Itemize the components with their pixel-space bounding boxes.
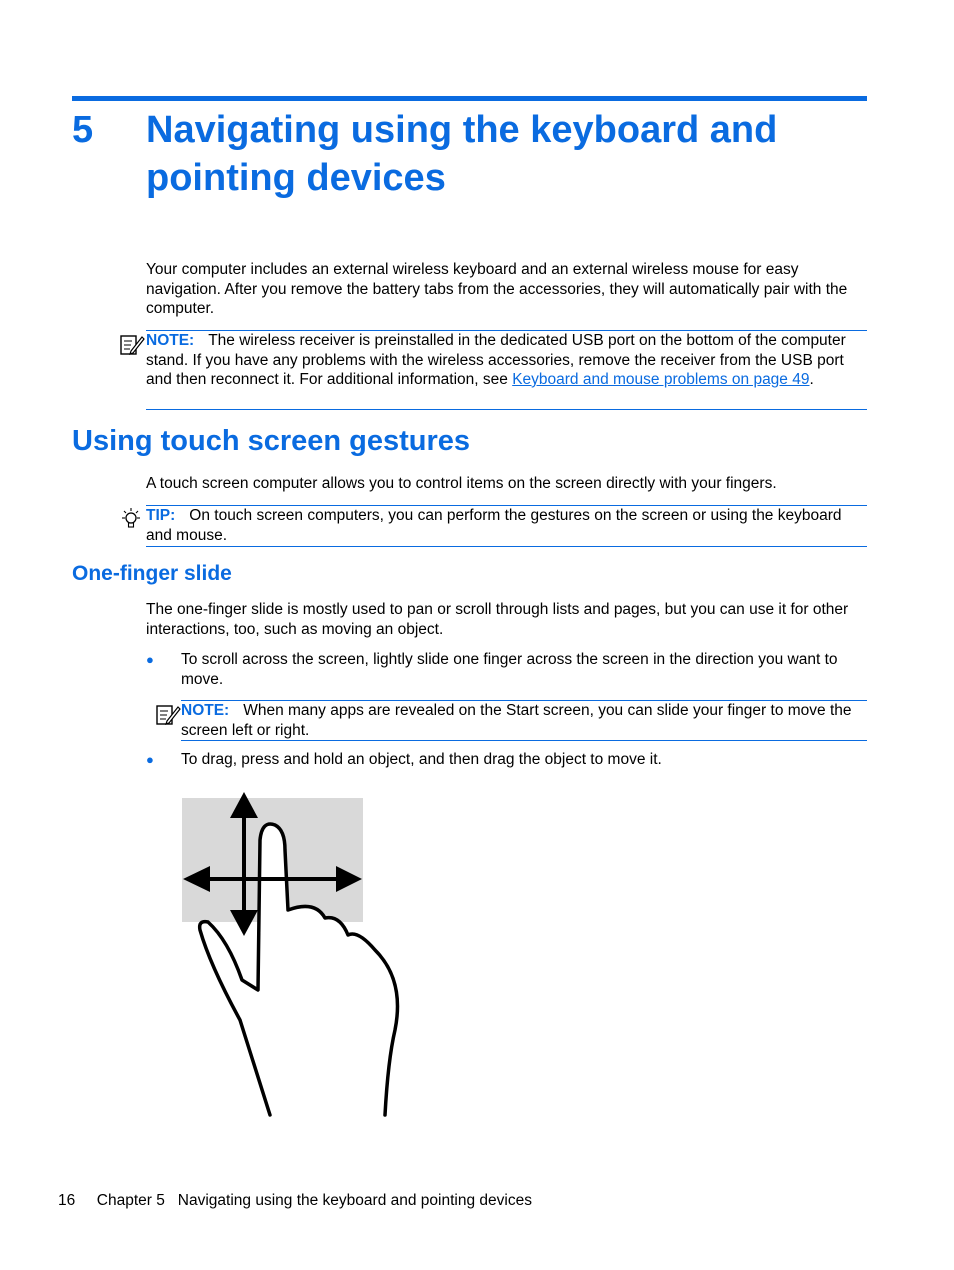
tip-box [146, 505, 867, 547]
note-label: NOTE: [181, 702, 230, 719]
footer-title: Navigating using the keyboard and pointing devices [177, 1192, 532, 1209]
bullet-text-1: To scroll across the screen, lightly slide one finger across the screen in the direction you want to move. [181, 651, 838, 688]
chapter-title: Navigating using the keyboard and pointing devices [146, 109, 778, 199]
note-label: NOTE: [146, 332, 195, 349]
page-footer [58, 1192, 532, 1210]
section-heading: Using touch screen gestures [72, 425, 471, 457]
note-box-2 [181, 700, 867, 741]
keyboard-mouse-problems-link[interactable]: Keyboard and mouse problems on page 49 [512, 371, 810, 388]
bullet-text-2: To drag, press and hold an object, and then drag the object to move it. [181, 751, 662, 768]
page-number: 16 [58, 1192, 76, 1209]
tip-text: On touch screen computers, you can perform the gestures on the screen or using the keyboard and mouse. [146, 507, 842, 544]
note-text: When many apps are revealed on the Start screen, you can slide your finger to move the screen left or right. [181, 702, 852, 739]
note-text: The wireless receiver is preinstalled in the dedicated USB port on the bottom of the computer stand. If you have any problems with the wireless accessories, remove the receiver from the USB port and then reconnect it. For additional information, see [146, 332, 846, 388]
bullet-marker: ● [146, 652, 154, 667]
subsection-heading: One-finger slide [72, 562, 232, 585]
note-box-1 [146, 330, 867, 410]
footer-chapter: Chapter 5 [96, 1192, 165, 1209]
note-end: . [809, 371, 814, 388]
chapter-top-rule [72, 96, 867, 101]
subsection-paragraph: The one-finger slide is mostly used to pan or scroll through lists and pages, but you can use it for other interactions, too, such as moving an object. [146, 601, 849, 638]
arrow-down-icon [230, 910, 258, 936]
lightbulb-icon [119, 506, 145, 532]
tip-label: TIP: [146, 507, 176, 524]
note-pencil-icon [155, 702, 181, 728]
chapter-number: 5 [72, 109, 94, 151]
note-pencil-icon [119, 332, 145, 358]
one-finger-slide-gesture-illustration [180, 790, 410, 1120]
bullet-marker: ● [146, 752, 154, 767]
intro-paragraph: Your computer includes an external wireless keyboard and an external wireless mouse for easy navigation. After you remove the battery tabs from the accessories, they will automatically pair with the computer. [146, 261, 848, 317]
section-paragraph: A touch screen computer allows you to control items on the screen directly with your fingers. [146, 475, 777, 492]
